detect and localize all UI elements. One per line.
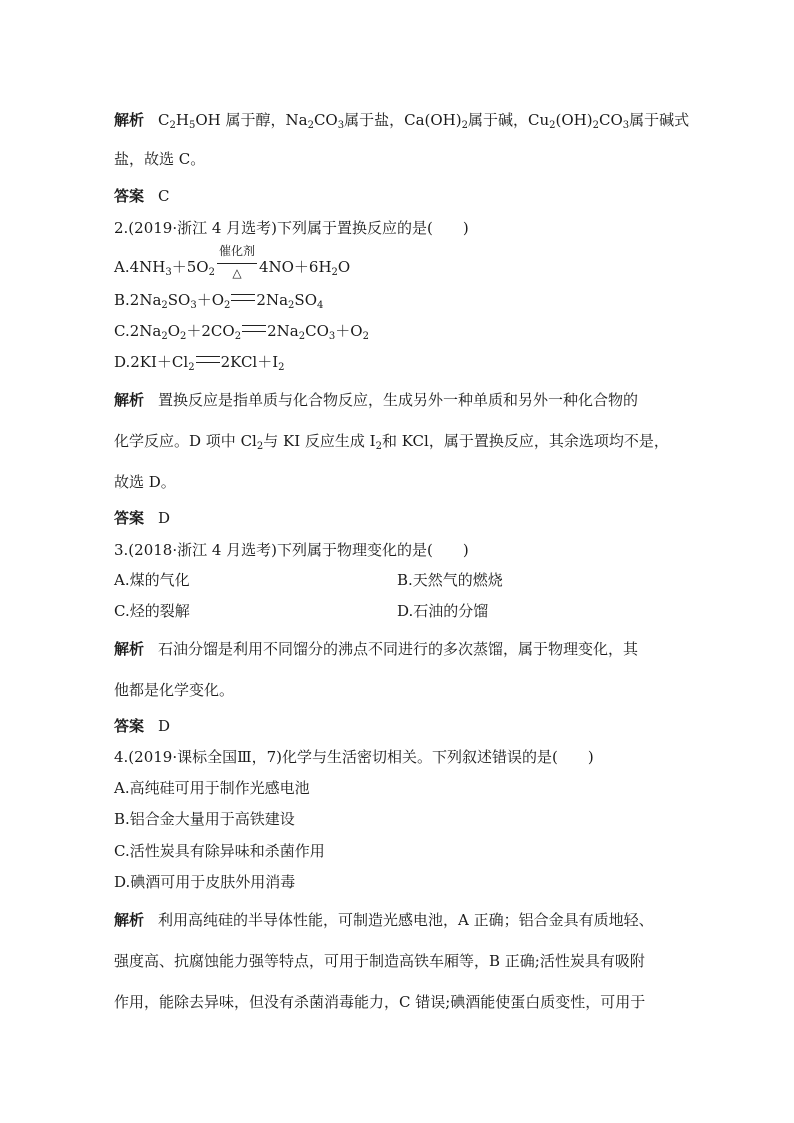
answer-label: 答案 — [114, 509, 145, 527]
equals-sign — [231, 294, 255, 301]
question-4-option-a: A.高纯硅可用于制作光感电池 — [114, 779, 310, 797]
analysis-2-line-2: 化学反应。D 项中 $Cl_2$与 KI 反应生成 $I_2$和 KCl，属于置换反应，其余选项均不是， — [114, 432, 669, 452]
equals-sign — [242, 325, 266, 332]
heat-symbol: △ — [232, 266, 242, 280]
answer-3: 答案 D — [114, 717, 171, 735]
question-3-option-d: D.石油的分馏 — [397, 602, 489, 620]
equals-sign — [196, 356, 220, 363]
analysis-label: 解析 — [114, 111, 145, 129]
analysis-1-line-2: 盐，故选 C。 — [114, 150, 206, 168]
answer-label: 答案 — [114, 187, 145, 205]
analysis-label: 解析 — [114, 911, 145, 929]
answer-1: 答案 C — [114, 187, 170, 205]
analysis-4-line-2: 强度高、抗腐蚀能力强等特点，可用于制造高铁车厢等，B 正确;活性炭具有吸附 — [114, 952, 645, 970]
analysis-3-line-1: 解析 石油分馏是利用不同馏分的沸点不同进行的多次蒸馏，属于物理变化，其 — [114, 640, 639, 658]
answer-label: 答案 — [114, 717, 145, 735]
question-2-option-b: $B.2Na_2SO_3+O_2$ $2Na_2SO_4$ — [114, 291, 324, 311]
analysis-label: 解析 — [114, 391, 145, 409]
analysis-label: 解析 — [114, 640, 145, 658]
question-2-option-c: $C.2Na_2O_2+2CO_2$ $2Na_2CO_3+O_2$ — [114, 322, 369, 342]
question-3-option-a: A.煤的气化 — [114, 571, 190, 589]
question-4-stem: 4.(2019·课标全国Ⅲ，7)化学与生活密切相关。下列叙述错误的是( ) — [114, 748, 594, 766]
analysis-1-line-1: 解析 $C_2H_5OH$ 属于醇，$Na_2CO_3$属于盐，$Ca(OH)_2$属于碱，$Cu_2(OH)_2CO_3$属于碱式 — [114, 111, 690, 131]
analysis-4-line-3: 作用，能除去异味，但没有杀菌消毒能力，C 错误;碘酒能使蛋白质变性，可用于 — [114, 993, 646, 1011]
question-2-stem: 2.(2019·浙江 4 月选考)下列属于置换反应的是( ) — [114, 219, 469, 237]
question-4-option-c: C.活性炭具有除异味和杀菌作用 — [114, 842, 325, 860]
question-3-stem: 3.(2018·浙江 4 月选考)下列属于物理变化的是( ) — [114, 541, 469, 559]
question-2-option-a: $A.4NH_3+5O_2$ 催化剂 △ $4NO+6H_2O$ — [114, 254, 350, 277]
analysis-2-line-3: 故选 D。 — [114, 473, 176, 491]
analysis-3-line-2: 他都是化学变化。 — [114, 681, 235, 699]
analysis-2-line-1: 解析 置换反应是指单质与化合物反应，生成另外一种单质和另外一种化合物的 — [114, 391, 639, 409]
analysis-4-line-1: 解析 利用高纯硅的半导体性能，可制造光感电池，A 正确；铝合金具有质地轻、 — [114, 911, 654, 929]
question-3-options-row-1 — [114, 570, 714, 590]
question-2-option-d: $D.2KI+Cl_2$ $2KCl+I_2$ — [114, 353, 285, 373]
question-4-option-b: B.铝合金大量用于高铁建设 — [114, 810, 295, 828]
question-3-option-c: C.烃的裂解 — [114, 602, 190, 620]
catalyst-label: 催化剂 — [218, 244, 255, 258]
reaction-condition-arrow — [217, 244, 257, 280]
question-3-options-row-2 — [114, 601, 714, 621]
question-4-option-d: D.碘酒可用于皮肤外用消毒 — [114, 873, 296, 891]
question-3-option-b: B.天然气的燃烧 — [397, 571, 503, 589]
answer-2: 答案 D — [114, 509, 171, 527]
